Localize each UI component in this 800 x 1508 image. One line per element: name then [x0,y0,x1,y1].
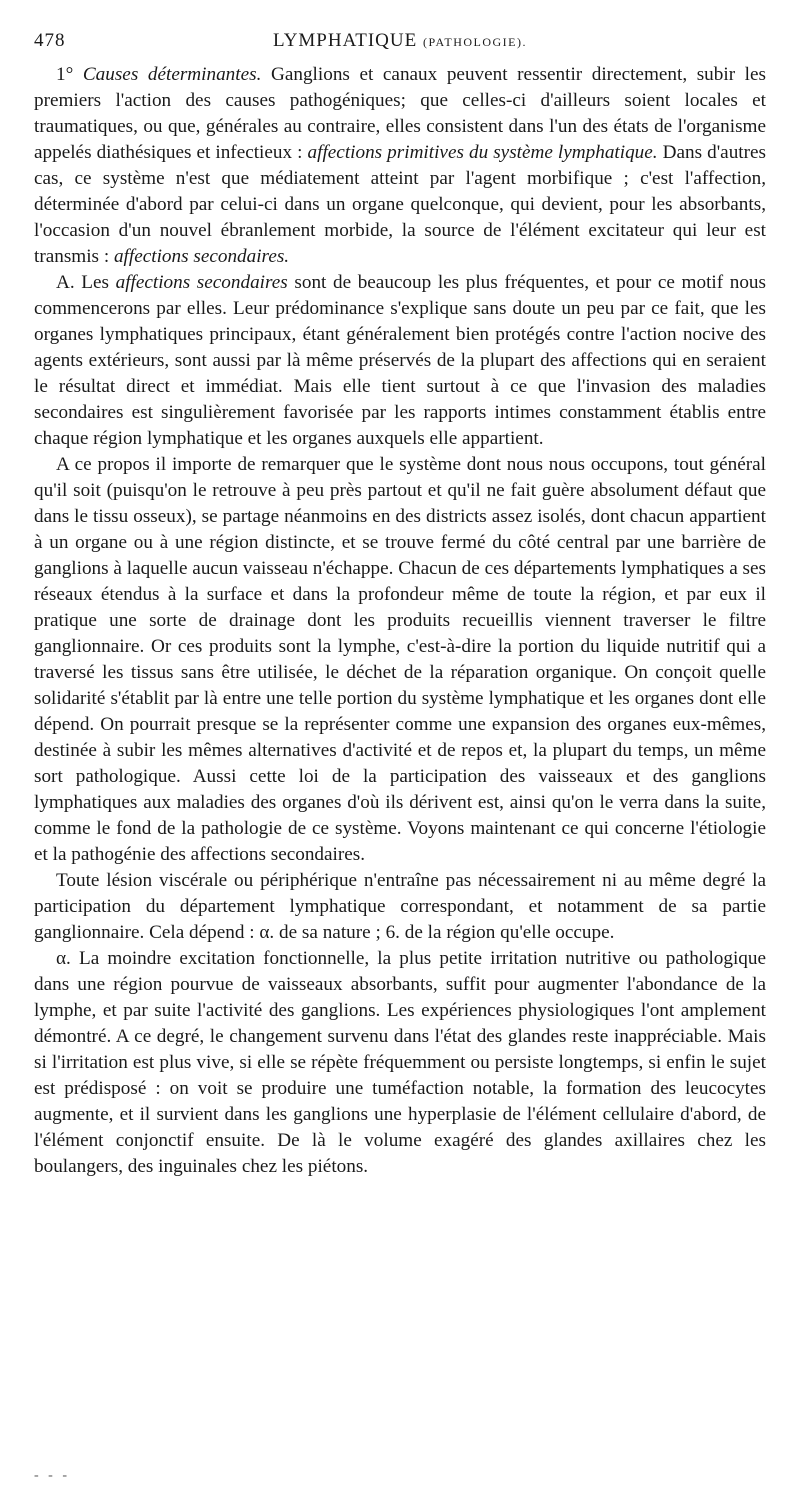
footer-mark: - - - [34,1468,70,1483]
text-segment: Toute lésion viscérale ou périphérique n'entraîne pas nécessairement ni au même degré la participation du département lymphatique correspondant, et notamment de sa partie ganglionnaire. Cela dépend : α. de sa nature ; 6. de la région qu'elle occupe. [34,870,766,943]
running-subtitle: (PATHOLOGIE). [422,35,528,49]
italic-text-segment: affections secondaires [115,272,288,293]
italic-text-segment: affections primitives du système lymphatique. [307,142,658,163]
paragraph [34,946,766,1180]
paragraph [34,62,766,270]
paragraph [34,270,766,452]
body-text [34,62,766,1180]
page-number: 478 [34,30,66,51]
italic-text-segment: affections secondaires. [113,246,290,267]
text-segment: A ce propos il importe de remarquer que le système dont nous nous occupons, tout général qu'il soit (puisqu'on le retrouve à peu près partout et qu'il ne fait guère absolument défaut que dans le tissu osseux), se partage néanmoins en des districts assez isolés, dont chacun appartient à un organe ou à une région distincte, et se trouve fermé du côté central par une barrière de ganglions à laquelle aucun vaisseau n'échappe. Chacun de ces départements lymphatiques a ses réseaux étendus à la surface et dans la profondeur même de toute la région, et par eux il pratique une sorte de drainage dont les produits recueillis viennent traverser le filtre ganglionnaire. Or ces produits sont la lymphe, c'est-à-dire la portion du liquide nutritif qui a traversé les tissus sans être utilisée, le déchet de la réparation organique. On conçoit quelle solidarité s'établit par là entre une telle portion du système lymphatique et les organes dont elle dépend. On pourrait presque se la représenter comme une expansion des organes eux-mêmes, destinée à subir les mêmes alternatives d'activité et de repos et, la plupart du temps, un même sort pathologique. Aussi cette loi de la participation des vaisseaux et des ganglions lymphatiques aux maladies des organes d'où ils dérivent est, ainsi qu'on le verra dans la suite, comme le fond de la pathologie de ce système. Voyons maintenant ce qui concerne l'étiologie et la pathogénie des affections secondaires. [34,454,766,865]
italic-text-segment: Causes déterminantes. [82,64,262,85]
paragraph [34,868,766,946]
text-segment: α. La moindre excitation fonctionnelle, la plus petite irritation nutritive ou pathologique dans une région pourvue de vaisseaux absorbants, suffit pour augmenter l'abondance de la lymphe, et par suite l'activité des ganglions. Les expériences physiologiques l'ont amplement démontré. A ce degré, le changement survenu dans l'état des glandes reste inappréciable. Mais si l'irritation est plus vive, si elle se répète fréquemment ou persiste longtemps, si enfin le sujet est prédisposé : on voit se produire une tuméfaction notable, la formation des leucocytes augmente, et il survient dans les ganglions une hyperplasie de l'élément cellulaire d'abord, de l'élément conjonctif ensuite. De là le volume exagéré des glandes axillaires chez les boulangers, des inguinales chez les piétons. [34,948,766,1177]
document-page [34,30,766,1180]
text-segment: A. Les [56,272,116,293]
text-segment: Dans d'autres cas, ce système n'est que médiatement atteint par l'agent morbifique ; c'est l'affection, déterminée d'abord par celui-ci dans un organe quelconque, qui devient, pour les absorbants, l'occasion d'un nouvel ébranlement morbide, la source de l'élément excitateur qui leur est transmis : [34,142,766,267]
running-header [34,30,766,56]
running-title-text: LYMPHATIQUE [272,30,418,51]
text-segment: 1° [56,64,83,85]
running-title [34,30,766,52]
text-segment: sont de beaucoup les plus fréquentes, et pour ce motif nous commencerons par elles. Leur prédominance s'explique sans doute un peu par ce fait, que les organes lymphatiques principaux, étant généralement bien protégés contre l'action nocive des agents extérieurs, sont aussi par là même préservés de la plupart des affections qui en seraient le résultat direct et immédiat. Mais elle tient surtout à ce que l'invasion des maladies secondaires est singulièrement favorisée par les rapports intimes constamment établis entre chaque région lymphatique et les organes auxquels elle appartient. [34,272,766,449]
text-segment: Ganglions et canaux peuvent ressentir directement, subir les premiers l'action des causes pathogéniques; que celles-ci d'ailleurs soient locales et traumatiques, ou que, générales au contraire, elles consistent dans l'un des états de l'organisme appelés diathésiques et infectieux : [34,64,766,163]
paragraph [34,452,766,868]
